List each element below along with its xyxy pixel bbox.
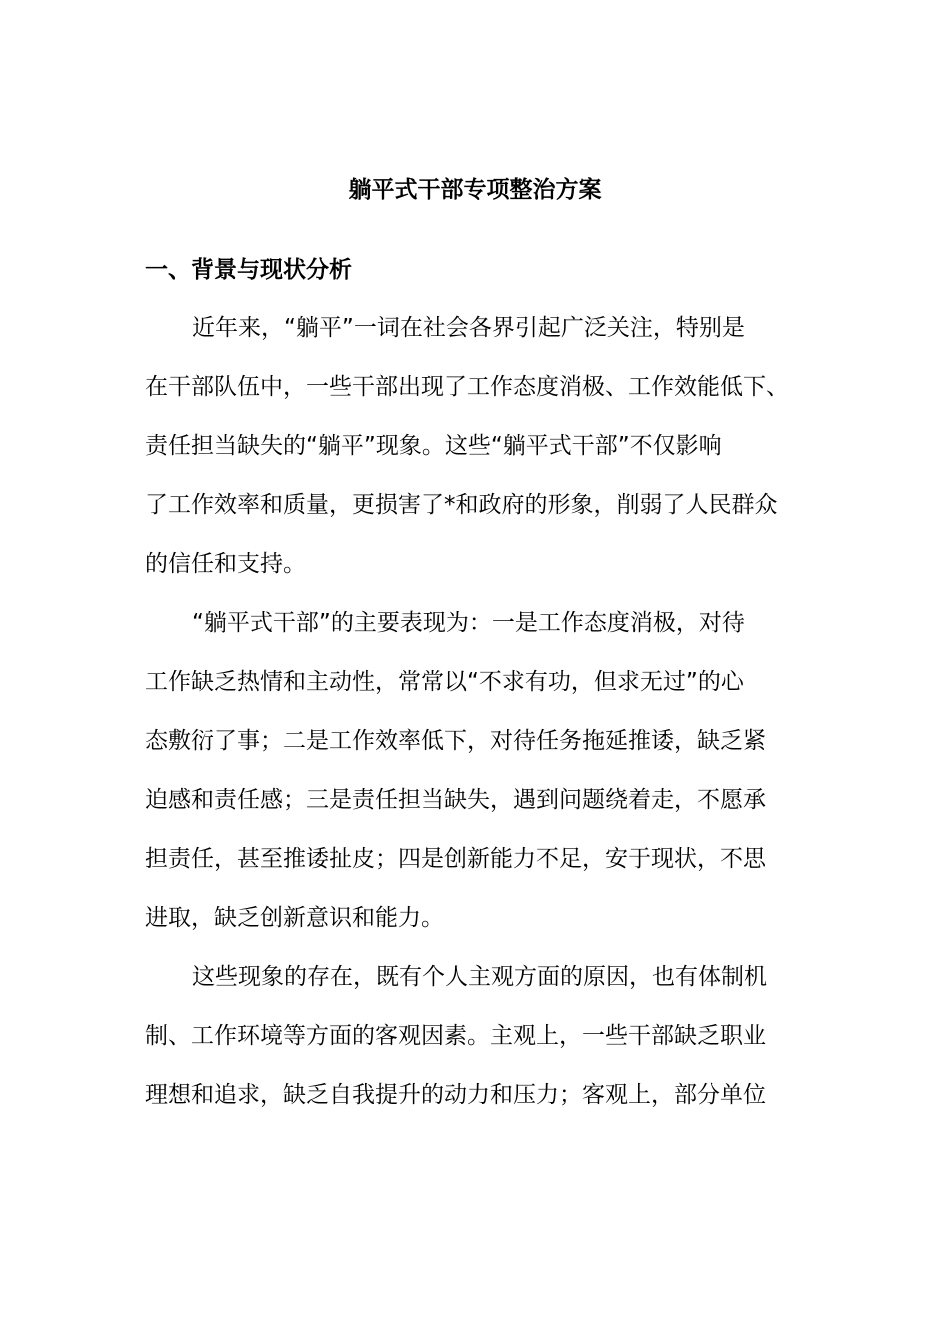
paragraph-line: 的信任和支持。 [145,551,306,577]
paragraph-line: 工作缺乏热情和主动性，常常以“不求有功，但求无过”的心 [145,669,744,695]
paragraph-line: 了工作效率和质量，更损害了*和政府的形象，削弱了人民群众 [145,492,778,518]
section-heading: 一、背景与现状分析 [145,257,352,283]
paragraph-line: 理想和追求，缺乏自我提升的动力和压力；客观上，部分单位 [145,1082,766,1108]
paragraph-line: 责任担当缺失的“躺平”现象。这些“躺平式干部”不仅影响 [145,433,722,459]
paragraph-line: 担责任，甚至推诿扯皮；四是创新能力不足，安于现状，不思 [145,846,766,872]
paragraph-line: 这些现象的存在，既有个人主观方面的原因，也有体制机 [192,964,767,990]
paragraph-line: 进取，缺乏创新意识和能力。 [145,905,444,931]
paragraph-line: 在干部队伍中，一些干部出现了工作态度消极、工作效能低下、 [145,374,789,400]
paragraph-line: “躺平式干部”的主要表现为：一是工作态度消极，对待 [192,610,745,636]
paragraph-line: 制、工作环境等方面的客观因素。主观上，一些干部缺乏职业 [145,1023,766,1049]
paragraph-line: 近年来，“躺平”一词在社会各界引起广泛关注，特别是 [192,315,745,341]
paragraph-line: 态敷衍了事；二是工作效率低下，对待任务拖延推诿，缺乏紧 [145,728,766,754]
paragraph-line: 迫感和责任感；三是责任担当缺失，遇到问题绕着走，不愿承 [145,787,766,813]
document-title: 躺平式干部专项整治方案 [348,177,602,203]
